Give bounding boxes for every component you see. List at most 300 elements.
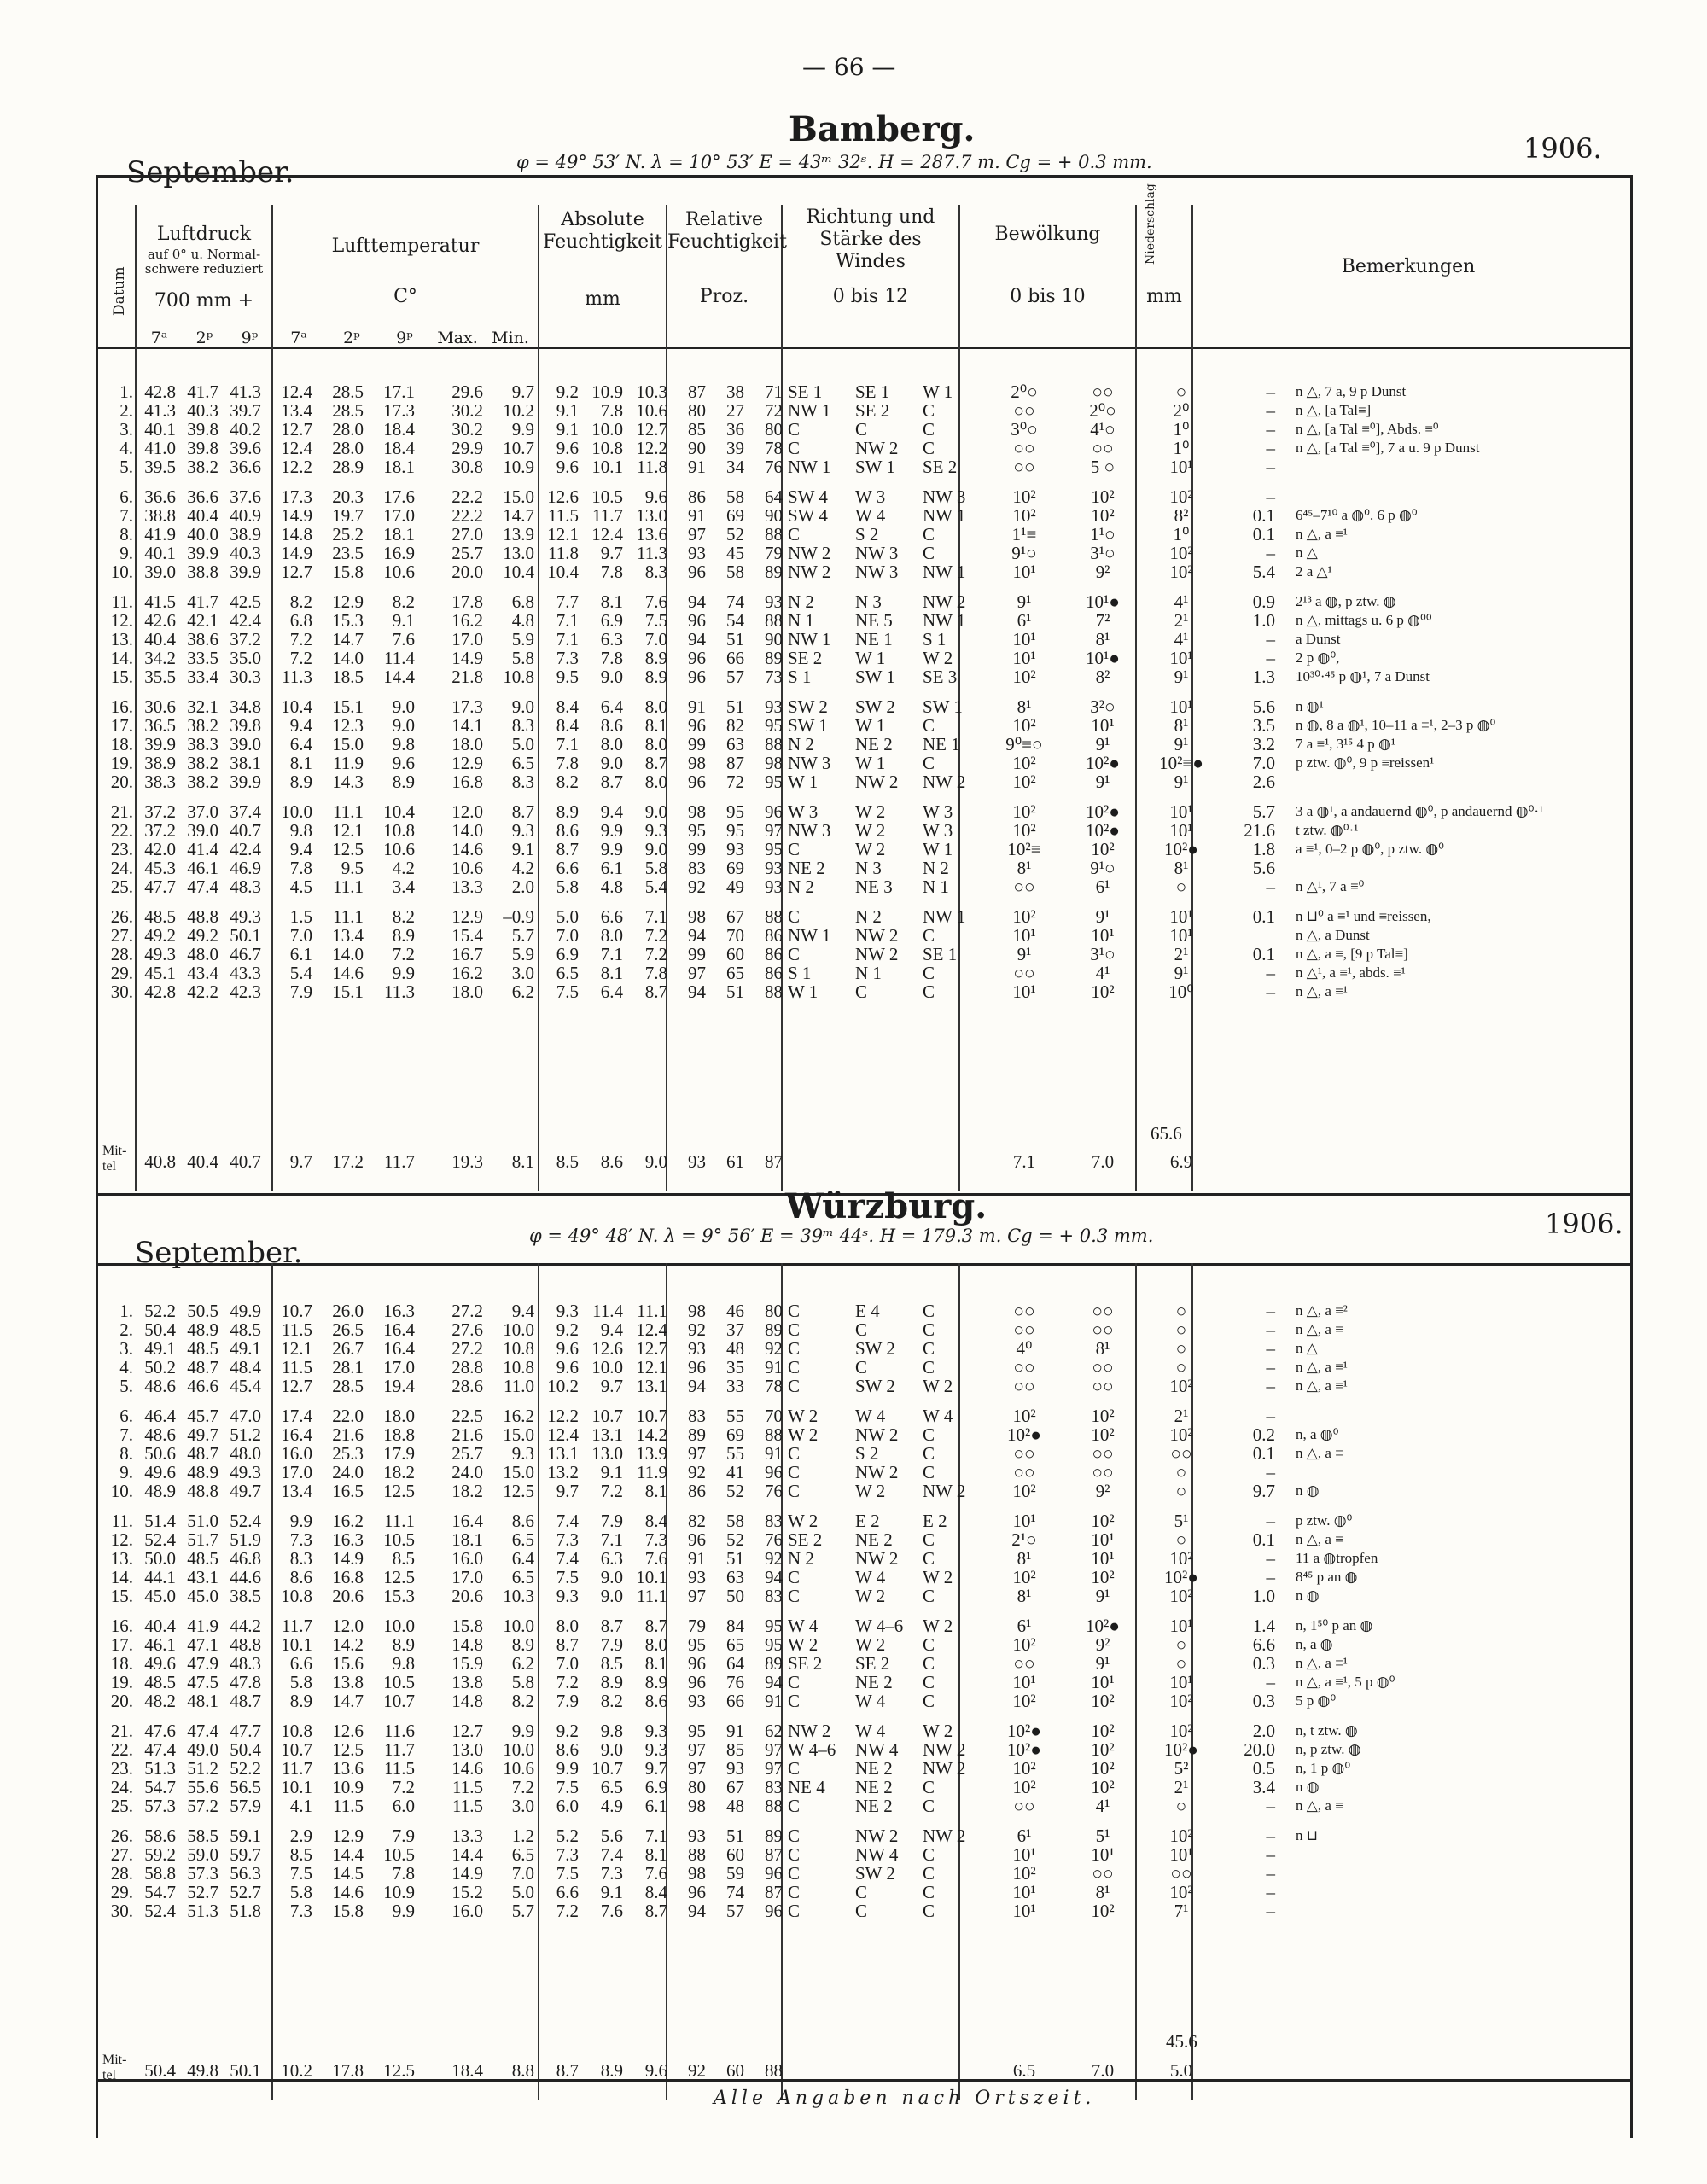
table-cell: 5.8 — [511, 1671, 534, 1692]
table-cell: 92 — [765, 1547, 783, 1569]
table-cell: 20. — [110, 771, 133, 792]
table-cell: 8¹ — [1174, 857, 1189, 878]
table-cell: 18.2 — [452, 1480, 483, 1501]
table-cell: W 1 — [855, 714, 886, 736]
table-cell: 5.0 — [511, 1881, 534, 1902]
table-cell: 50.6 — [144, 1442, 176, 1464]
table-cell: 80 — [688, 399, 706, 421]
table-cell: 48.3 — [230, 876, 261, 897]
table-cell: – — [1266, 962, 1275, 983]
table-cell: ○○ — [1013, 1461, 1035, 1482]
table-cell: 6.5 — [511, 1566, 534, 1587]
table-cell: 37.2 — [144, 801, 176, 822]
table-cell: 17.3 — [281, 486, 312, 507]
table-cell: 7.3 — [289, 1900, 312, 1921]
table-cell: 9.9 — [289, 1510, 312, 1531]
table-cell: W 2 — [923, 1566, 953, 1587]
table-cell: 10¹ — [1169, 819, 1193, 841]
table-cell: n △¹, a ≡¹, abds. ≡¹ — [1296, 964, 1406, 981]
table-cell: 1.0 — [1252, 1585, 1275, 1606]
table-cell: 42.1 — [187, 609, 218, 631]
table-cell: 10¹ — [1169, 906, 1193, 927]
table-cell: 8.7 — [600, 771, 623, 792]
table-row — [102, 439, 1707, 457]
table-cell: 48.6 — [144, 1424, 176, 1445]
table-cell: 47.8 — [230, 1671, 261, 1692]
table-cell: 7.1 — [600, 1529, 623, 1550]
table-cell: 25.7 — [452, 542, 483, 563]
mean-label: Mit-tel — [102, 2053, 127, 2082]
year-label: 1906. — [1523, 132, 1602, 165]
table-cell: 48 — [726, 1337, 744, 1359]
table-cell: 45.7 — [187, 1405, 218, 1426]
table-cell: 59.0 — [187, 1843, 218, 1865]
table-cell: 51 — [726, 628, 744, 649]
table-cell: 3. — [119, 418, 133, 440]
table-cell: 7.1 — [600, 943, 623, 964]
table-cell: n △, 7 a, 9 p Dunst — [1296, 383, 1407, 399]
table-cell: 14.9 — [452, 647, 483, 668]
table-cell: W 2 — [855, 838, 886, 859]
table-cell: 51.2 — [230, 1424, 261, 1445]
table-cell: 55 — [726, 1405, 744, 1426]
table-cell: 1.8 — [1252, 838, 1275, 859]
table-cell: ○ — [1175, 1795, 1187, 1816]
table-cell: 5.6 — [1252, 857, 1275, 878]
table-cell: 17.0 — [281, 1461, 312, 1482]
table-cell: 39.8 — [187, 437, 218, 458]
table-cell: n △, a ≡¹ — [1296, 1655, 1348, 1671]
table-cell: 9¹ — [1174, 771, 1189, 792]
table-cell: ○ — [1175, 1480, 1187, 1501]
table-cell: 8.5 — [392, 1547, 415, 1569]
table-cell: SE 1 — [788, 381, 823, 402]
table-cell: 14.5 — [332, 1862, 364, 1884]
table-cell: 51.0 — [187, 1510, 218, 1531]
mean-cell: 8.7 — [556, 2059, 579, 2081]
table-cell: 21. — [110, 1720, 133, 1741]
table-cell: 94 — [688, 591, 706, 612]
table-cell: 14.9 — [452, 1862, 483, 1884]
table-cell: 19.7 — [332, 504, 364, 526]
table-cell: 10² — [1091, 1405, 1115, 1426]
table-cell: 64 — [765, 486, 783, 507]
table-cell: 14.8 — [452, 1634, 483, 1655]
table-cell: 28.5 — [332, 399, 364, 421]
table-cell: NW 2 — [788, 561, 831, 582]
table-row — [102, 667, 1707, 686]
table-cell: 10² — [1012, 819, 1036, 841]
table-cell: NW 2 — [923, 591, 966, 612]
table-cell: 10¹ — [1169, 1671, 1193, 1692]
table-cell: – — [1266, 486, 1275, 507]
table-cell: n, 1⁵⁰ p an ◍ — [1296, 1617, 1373, 1634]
table-cell: SE 2 — [855, 1652, 890, 1674]
table-cell: W 3 — [923, 801, 953, 822]
table-cell: 39.9 — [230, 561, 261, 582]
subheader-9p: 9ᵖ — [241, 329, 259, 347]
table-cell: 11.1 — [637, 1300, 667, 1321]
header-bemerkungen: Bemerkungen — [1341, 256, 1476, 277]
table-cell: 6.9 — [600, 609, 623, 631]
table-cell: 8.4 — [556, 696, 579, 717]
table-cell: 10.1 — [591, 456, 623, 477]
table-cell: 11.4 — [384, 647, 415, 668]
table-cell: C — [855, 1881, 868, 1902]
table-cell: 20.3 — [332, 486, 364, 507]
table-cell: 11.5 — [452, 1795, 483, 1816]
table-cell: 51.4 — [144, 1510, 176, 1531]
table-cell: 26. — [110, 1825, 133, 1846]
table-cell: 40.1 — [144, 418, 176, 440]
table-cell: 10.7 — [591, 1757, 623, 1779]
table-cell: 2.9 — [289, 1825, 312, 1846]
table-cell: 71 — [765, 381, 783, 402]
table-cell: 8.5 — [289, 1843, 312, 1865]
table-cell: S 1 — [923, 628, 947, 649]
table-cell: 9¹ — [1174, 733, 1189, 754]
table-cell: C — [788, 1442, 801, 1464]
table-cell: 8.2 — [600, 1690, 623, 1711]
table-cell: C — [923, 1652, 935, 1674]
table-cell: 47.1 — [187, 1634, 218, 1655]
table-cell: 49.0 — [187, 1738, 218, 1760]
table-cell: E 2 — [855, 1510, 880, 1531]
table-cell: 7.2 — [511, 1776, 534, 1797]
table-row — [102, 1444, 1707, 1463]
table-row — [102, 420, 1707, 439]
table-cell: 10.3 — [503, 1585, 534, 1606]
mean-cell: 19.3 — [452, 1150, 483, 1172]
table-cell: 2.0 — [511, 876, 534, 897]
table-cell: 5. — [119, 456, 133, 477]
table-cell: SW 1 — [923, 696, 963, 717]
table-cell: C — [855, 1356, 868, 1377]
table-cell: 7.9 — [392, 1825, 415, 1846]
table-cell: 5.9 — [511, 628, 534, 649]
table-cell: 10.7 — [383, 1690, 415, 1711]
table-cell: C — [788, 1461, 801, 1482]
table-cell: 35 — [726, 1356, 744, 1377]
table-cell: 17.0 — [452, 1566, 483, 1587]
table-cell: 98 — [688, 752, 706, 773]
table-cell: 1.5 — [289, 906, 312, 927]
table-cell: 58.6 — [144, 1825, 176, 1846]
table-cell: 13.2 — [547, 1461, 579, 1482]
table-row — [102, 1482, 1707, 1500]
table-cell: 11.9 — [637, 1461, 667, 1482]
table-cell: 3 a ◍¹, a andauernd ◍⁰, p andauernd ◍⁰·¹ — [1296, 803, 1544, 819]
table-cell: 5.8 — [289, 1671, 312, 1692]
table-cell: 88 — [765, 906, 783, 927]
table-cell: ○○ — [1013, 1300, 1035, 1321]
table-cell: 5.4 — [644, 876, 667, 897]
table-cell: SW 1 — [788, 714, 828, 736]
table-cell: 34 — [726, 456, 744, 477]
table-cell: – — [1266, 1566, 1275, 1587]
table-cell: 9.0 — [644, 801, 667, 822]
table-row — [102, 1902, 1707, 1920]
table-cell: 30.3 — [230, 666, 261, 687]
table-cell: 11. — [111, 1510, 133, 1531]
table-cell: 7.8 — [289, 857, 312, 878]
table-cell: 11.3 — [384, 981, 415, 1002]
table-cell: 14.7 — [332, 628, 364, 649]
table-cell: 10.5 — [383, 1529, 415, 1550]
table-cell: 6.9 — [556, 943, 579, 964]
table-cell: 10² — [1091, 981, 1115, 1002]
table-cell: 46.9 — [230, 857, 261, 878]
table-cell: 10² — [1012, 1776, 1036, 1797]
table-cell: N 1 — [788, 609, 814, 631]
table-cell: 89 — [765, 647, 783, 668]
table-cell: 36 — [726, 418, 744, 440]
table-cell: 7.6 — [392, 628, 415, 649]
table-cell: 10.9 — [503, 456, 534, 477]
table-cell: 15. — [110, 1585, 133, 1606]
table-cell: 12.1 — [636, 1356, 667, 1377]
table-cell: 57 — [726, 666, 744, 687]
table-cell: 70 — [726, 924, 744, 946]
table-row — [102, 907, 1707, 926]
table-cell: 11.6 — [384, 1720, 415, 1741]
mean-cell: 60 — [726, 2059, 744, 2081]
table-cell: 14.9 — [281, 542, 312, 563]
table-cell: 10² — [1169, 561, 1193, 582]
table-cell: 1. — [119, 381, 133, 402]
table-cell: 10¹ — [1012, 924, 1036, 946]
table-cell: 11.5 — [282, 1319, 312, 1340]
table-cell: C — [923, 981, 935, 1002]
table-cell: 9.4 — [511, 1300, 534, 1321]
table-cell: 1⁰ — [1173, 437, 1190, 458]
table-cell: 2⁰ — [1173, 399, 1190, 421]
table-cell: 38.8 — [144, 504, 176, 526]
table-cell: 76 — [765, 456, 783, 477]
table-cell: W 3 — [855, 486, 886, 507]
table-cell: 48 — [726, 1795, 744, 1816]
table-cell: n △, a ≡ — [1296, 1531, 1343, 1547]
table-cell: 9.1 — [556, 418, 579, 440]
table-cell: 7.0 — [644, 628, 667, 649]
table-cell: 98 — [688, 1862, 706, 1884]
table-cell: 8.5 — [600, 1652, 623, 1674]
table-cell: 7.1 — [556, 628, 579, 649]
table-cell: 15.9 — [452, 1652, 483, 1674]
table-cell: 22. — [110, 1738, 133, 1760]
table-cell: 7.0 — [1252, 752, 1275, 773]
table-row — [102, 1568, 1707, 1587]
table-cell: C — [923, 1319, 935, 1340]
table-cell: 16.8 — [332, 1566, 364, 1587]
table-cell: 45.4 — [230, 1375, 261, 1396]
table-cell: 20.0 — [1244, 1738, 1275, 1760]
table-cell: 9.2 — [556, 1720, 579, 1741]
table-cell: 7.9 — [289, 981, 312, 1002]
table-cell: 16.0 — [281, 1442, 312, 1464]
table-cell: 48.0 — [230, 1442, 261, 1464]
table-cell: 18. — [110, 733, 133, 754]
table-cell: 9¹ — [1095, 771, 1110, 792]
table-cell: C — [923, 1529, 935, 1550]
table-cell: 2¹ — [1174, 943, 1189, 964]
table-cell: 49 — [726, 876, 744, 897]
table-cell: 7.2 — [644, 943, 667, 964]
table-cell: 88 — [765, 609, 783, 631]
table-cell: 9.7 — [556, 1480, 579, 1501]
table-cell: 51 — [726, 696, 744, 717]
table-cell: 12.7 — [636, 418, 667, 440]
table-cell: N 2 — [855, 906, 882, 927]
table-cell: 49.1 — [230, 1337, 261, 1359]
table-cell: 10¹ — [1169, 1843, 1193, 1865]
table-cell: 41.5 — [144, 591, 176, 612]
table-cell: 12.9 — [452, 906, 483, 927]
table-cell: NW 1 — [788, 628, 831, 649]
table-cell: NW 2 — [855, 771, 899, 792]
table-cell: C — [923, 1881, 935, 1902]
table-cell: 97 — [765, 1757, 783, 1779]
table-cell: 7.6 — [644, 1862, 667, 1884]
table-cell: 4¹ — [1174, 628, 1189, 649]
table-cell: 3⁰○ — [1011, 418, 1038, 440]
table-cell: NW 1 — [923, 906, 966, 927]
table-cell: 18.0 — [383, 1405, 415, 1426]
table-cell: 5.4 — [289, 962, 312, 983]
table-cell: 9.7 — [1252, 1480, 1275, 1501]
mean-cell: 49.8 — [187, 2059, 218, 2081]
table-cell: 28.0 — [332, 437, 364, 458]
table-cell: n △, a ≡¹ — [1296, 526, 1348, 542]
table-cell: 1¹≡ — [1011, 523, 1037, 545]
table-row — [102, 1463, 1707, 1482]
table-cell: 90 — [765, 628, 783, 649]
table-cell: 10.8 — [503, 1356, 534, 1377]
table-cell: 1.4 — [1252, 1615, 1275, 1636]
table-cell: 7.5 — [556, 1862, 579, 1884]
table-cell: 10² — [1012, 752, 1036, 773]
table-cell: NW 3 — [855, 561, 899, 582]
table-cell: 10.7 — [503, 437, 534, 458]
table-cell: 45.0 — [187, 1585, 218, 1606]
table-cell: 12.6 — [591, 1337, 623, 1359]
table-cell: 5.0 — [511, 733, 534, 754]
table-cell: p ztw. ◍⁰ — [1296, 1512, 1353, 1529]
table-cell: 9² — [1095, 561, 1110, 582]
subheader-2p: 2ᵖ — [195, 329, 213, 347]
table-cell: 7.5 — [644, 609, 667, 631]
table-cell: C — [923, 418, 935, 440]
table-cell: 8.7 — [511, 801, 534, 822]
table-cell: 9.0 — [600, 1585, 623, 1606]
table-cell: 90 — [765, 504, 783, 526]
table-cell: 32.1 — [187, 696, 218, 717]
table-cell: 7. — [119, 1424, 133, 1445]
table-cell: 40.3 — [187, 399, 218, 421]
table-cell: 10² — [1091, 486, 1115, 507]
table-cell: 95 — [765, 1634, 783, 1655]
table-cell: 16.9 — [383, 542, 415, 563]
table-cell: C — [788, 1480, 801, 1501]
table-cell: 34.8 — [230, 696, 261, 717]
table-cell: 4¹ — [1095, 962, 1110, 983]
table-cell: 6.8 — [289, 609, 312, 631]
table-cell: 15.3 — [383, 1585, 415, 1606]
table-cell: 8.2 — [392, 906, 415, 927]
table-cell: 10¹ — [1091, 1529, 1115, 1550]
table-cell: W 4–6 — [788, 1738, 836, 1760]
table-cell: 93 — [688, 542, 706, 563]
table-cell: 48.8 — [187, 1480, 218, 1501]
table-cell: 9¹ — [1095, 1652, 1110, 1674]
table-cell: 88 — [765, 981, 783, 1002]
table-cell: 43.4 — [187, 962, 218, 983]
table-cell: 9¹○ — [1090, 857, 1116, 878]
table-cell: 4¹○ — [1090, 418, 1116, 440]
table-cell: 40.7 — [230, 819, 261, 841]
table-cell: 7.3 — [644, 1529, 667, 1550]
table-cell: 10.0 — [383, 1615, 415, 1636]
precip-total: 65.6 — [1151, 1123, 1182, 1144]
table-cell: 37 — [726, 1319, 744, 1340]
table-cell: 48.5 — [144, 906, 176, 927]
table-cell: 40.2 — [230, 418, 261, 440]
table-cell: 6.6 — [1252, 1634, 1275, 1655]
table-cell: C — [788, 1566, 801, 1587]
table-cell: 46.7 — [230, 943, 261, 964]
table-cell: – — [1266, 1547, 1275, 1569]
table-cell: 5.7 — [511, 924, 534, 946]
table-cell: 30.2 — [452, 418, 483, 440]
table-cell: 86 — [688, 1480, 706, 1501]
table-cell: 8¹ — [1095, 628, 1110, 649]
table-cell: 21.6 — [332, 1424, 364, 1445]
table-cell: C — [923, 1424, 935, 1445]
table-cell: 96 — [688, 1356, 706, 1377]
table-cell: W 3 — [788, 801, 819, 822]
table-cell: C — [788, 943, 801, 964]
table-cell: n ◍ — [1296, 1482, 1320, 1499]
table-cell: 93 — [765, 696, 783, 717]
table-cell: SE 2 — [855, 399, 890, 421]
table-cell: ○○ — [1092, 1442, 1114, 1464]
table-cell: 10² — [1012, 1634, 1036, 1655]
table-cell: 5.8 — [644, 857, 667, 878]
table-cell: 93 — [688, 1566, 706, 1587]
table-cell: SE 1 — [855, 381, 890, 402]
table-cell: 10² — [1091, 1900, 1115, 1921]
table-cell: C — [788, 906, 801, 927]
table-row — [102, 964, 1707, 982]
table-cell: 15.8 — [332, 1900, 364, 1921]
table-cell: 6¹ — [1095, 876, 1110, 897]
table-cell: 4. — [119, 437, 133, 458]
table-cell: 10²● — [1007, 1424, 1041, 1445]
table-cell: 95 — [726, 819, 744, 841]
table-cell: 49.3 — [144, 943, 176, 964]
table-cell: 1.0 — [1252, 609, 1275, 631]
mean-cell: 17.8 — [332, 2059, 364, 2081]
table-cell: 9.7 — [644, 1757, 667, 1779]
table-cell: NE 2 — [855, 1529, 893, 1550]
table-cell: 11.1 — [384, 1510, 415, 1531]
table-cell: 0.1 — [1252, 504, 1275, 526]
table-cell: 21.6 — [1244, 819, 1275, 841]
table-cell: 9. — [119, 1461, 133, 1482]
table-cell: 9.1 — [600, 1461, 623, 1482]
table-cell: 48.4 — [230, 1356, 261, 1377]
table-cell: 14.7 — [332, 1690, 364, 1711]
